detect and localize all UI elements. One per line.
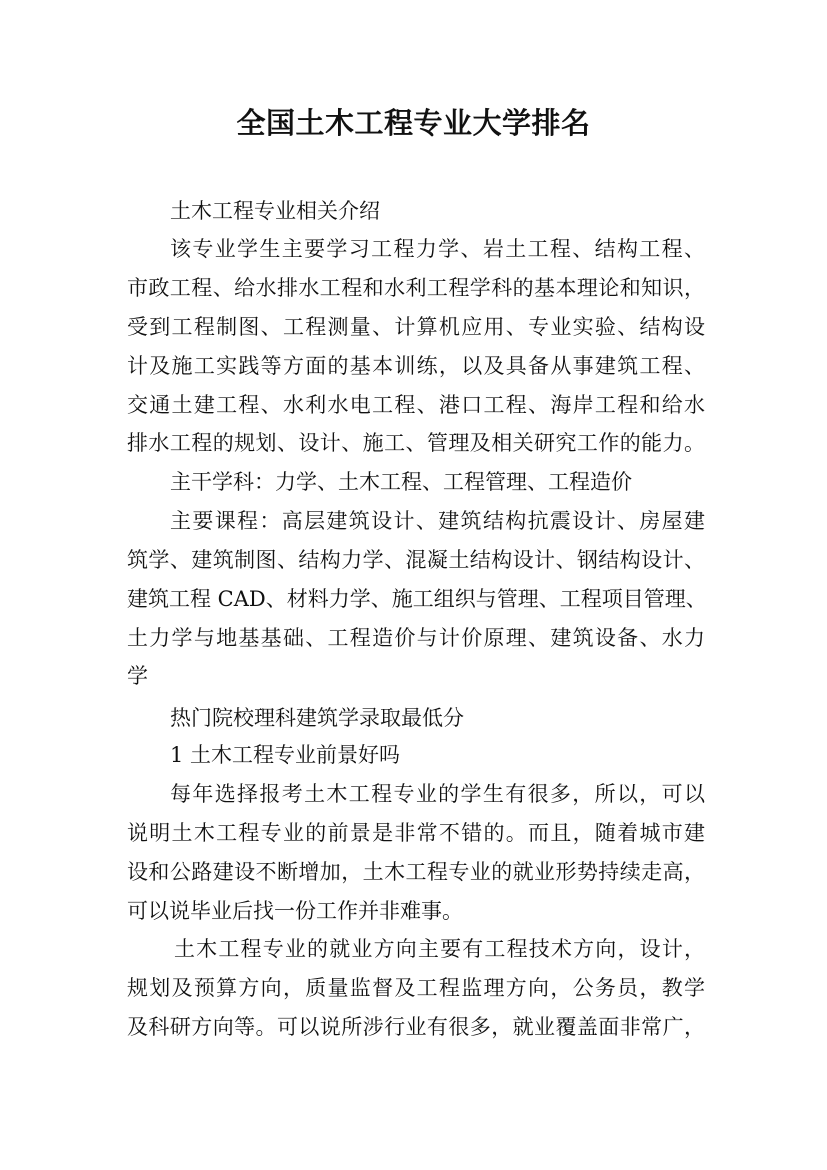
main-courses-line: 主要课程：高层建筑设计、建筑结构抗震设计、房屋建 bbox=[170, 509, 705, 533]
paragraph-line: 交通土建工程、水利水电工程、港口工程、海岸工程和给水 bbox=[127, 393, 705, 417]
section-heading-prospects: 1 土木工程专业前景好吗 bbox=[170, 743, 401, 767]
paragraph-line: 筑学、建筑制图、结构力学、混凝土结构设计、钢结构设计、 bbox=[127, 548, 705, 572]
paragraph-line: 土木工程专业的就业方向主要有工程技术方向，设计， bbox=[174, 937, 705, 961]
paragraph-line: 受到工程制图、工程测量、计算机应用、专业实验、结构设 bbox=[127, 315, 705, 339]
paragraph-line: 每年选择报考土木工程专业的学生有很多，所以，可以 bbox=[170, 782, 705, 806]
section-heading-admission: 热门院校理科建筑学录取最低分 bbox=[170, 706, 464, 730]
paragraph-line: 建筑工程 CAD、材料力学、施工组织与管理、工程项目管理、 bbox=[127, 587, 707, 611]
paragraph-line: 设和公路建设不断增加，土木工程专业的就业形势持续走高， bbox=[127, 860, 705, 884]
paragraph-line: 及科研方向等。可以说所涉行业有很多，就业覆盖面非常广， bbox=[127, 1015, 705, 1039]
main-subjects-line: 主干学科：力学、土木工程、工程管理、工程造价 bbox=[170, 470, 632, 494]
paragraph-line: 说明土木工程专业的前景是非常不错的。而且，随着城市建 bbox=[127, 821, 705, 845]
document-title: 全国土木工程专业大学排名 bbox=[236, 106, 591, 140]
paragraph-line: 排水工程的规划、设计、施工、管理及相关研究工作的能力。 bbox=[127, 431, 705, 455]
section-heading-intro: 土木工程专业相关介绍 bbox=[170, 199, 380, 223]
paragraph-line: 规划及预算方向，质量监督及工程监理方向，公务员，教学 bbox=[127, 976, 705, 1000]
paragraph-line: 学 bbox=[127, 664, 148, 688]
paragraph-line: 计及施工实践等方面的基本训练，以及具备从事建筑工程、 bbox=[127, 354, 705, 378]
paragraph-line: 可以说毕业后找一份工作并非难事。 bbox=[127, 899, 463, 923]
paragraph-line: 该专业学生主要学习工程力学、岩土工程、结构工程、 bbox=[170, 237, 705, 261]
paragraph-line: 土力学与地基基础、工程造价与计价原理、建筑设备、水力 bbox=[127, 626, 705, 650]
paragraph-line: 市政工程、给水排水工程和水利工程学科的基本理论和知识， bbox=[127, 276, 705, 300]
